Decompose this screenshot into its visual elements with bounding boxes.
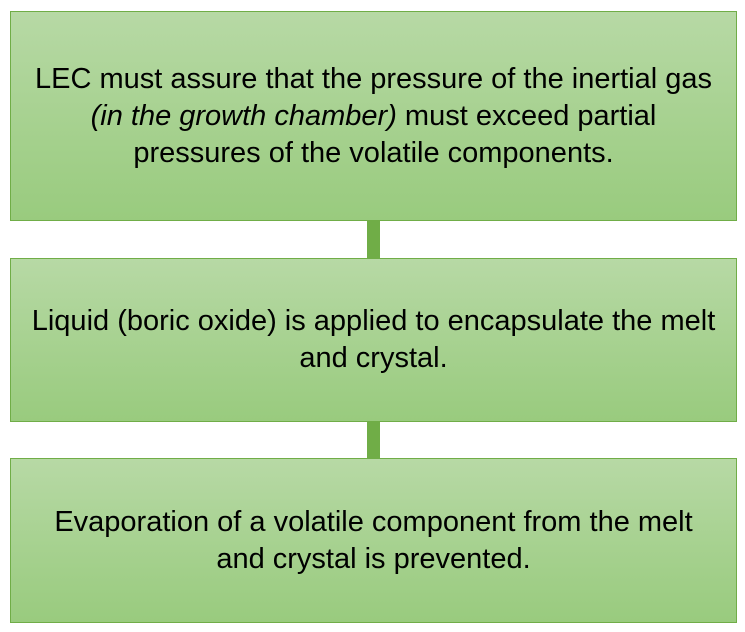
- step-1-text-after: must exceed partial pressures of the volatile components.: [133, 99, 657, 169]
- step-1-text-italic: (in the growth chamber): [90, 99, 397, 132]
- step-1-text-before: LEC must assure that the pressure of the inertial gas: [34, 62, 712, 95]
- step-1-text: [29, 61, 718, 172]
- step-3-text: Evaporation of a volatile component from the melt and crystal is prevented.: [54, 505, 693, 575]
- step-box-1: [10, 11, 737, 221]
- connector-line-2: [367, 422, 380, 458]
- step-2-text: Liquid (boric oxide) is applied to encapsulate the melt and crystal.: [31, 305, 716, 374]
- connector-line-1: [367, 221, 380, 258]
- step-box-2: [10, 258, 737, 422]
- step-box-3: [10, 458, 737, 623]
